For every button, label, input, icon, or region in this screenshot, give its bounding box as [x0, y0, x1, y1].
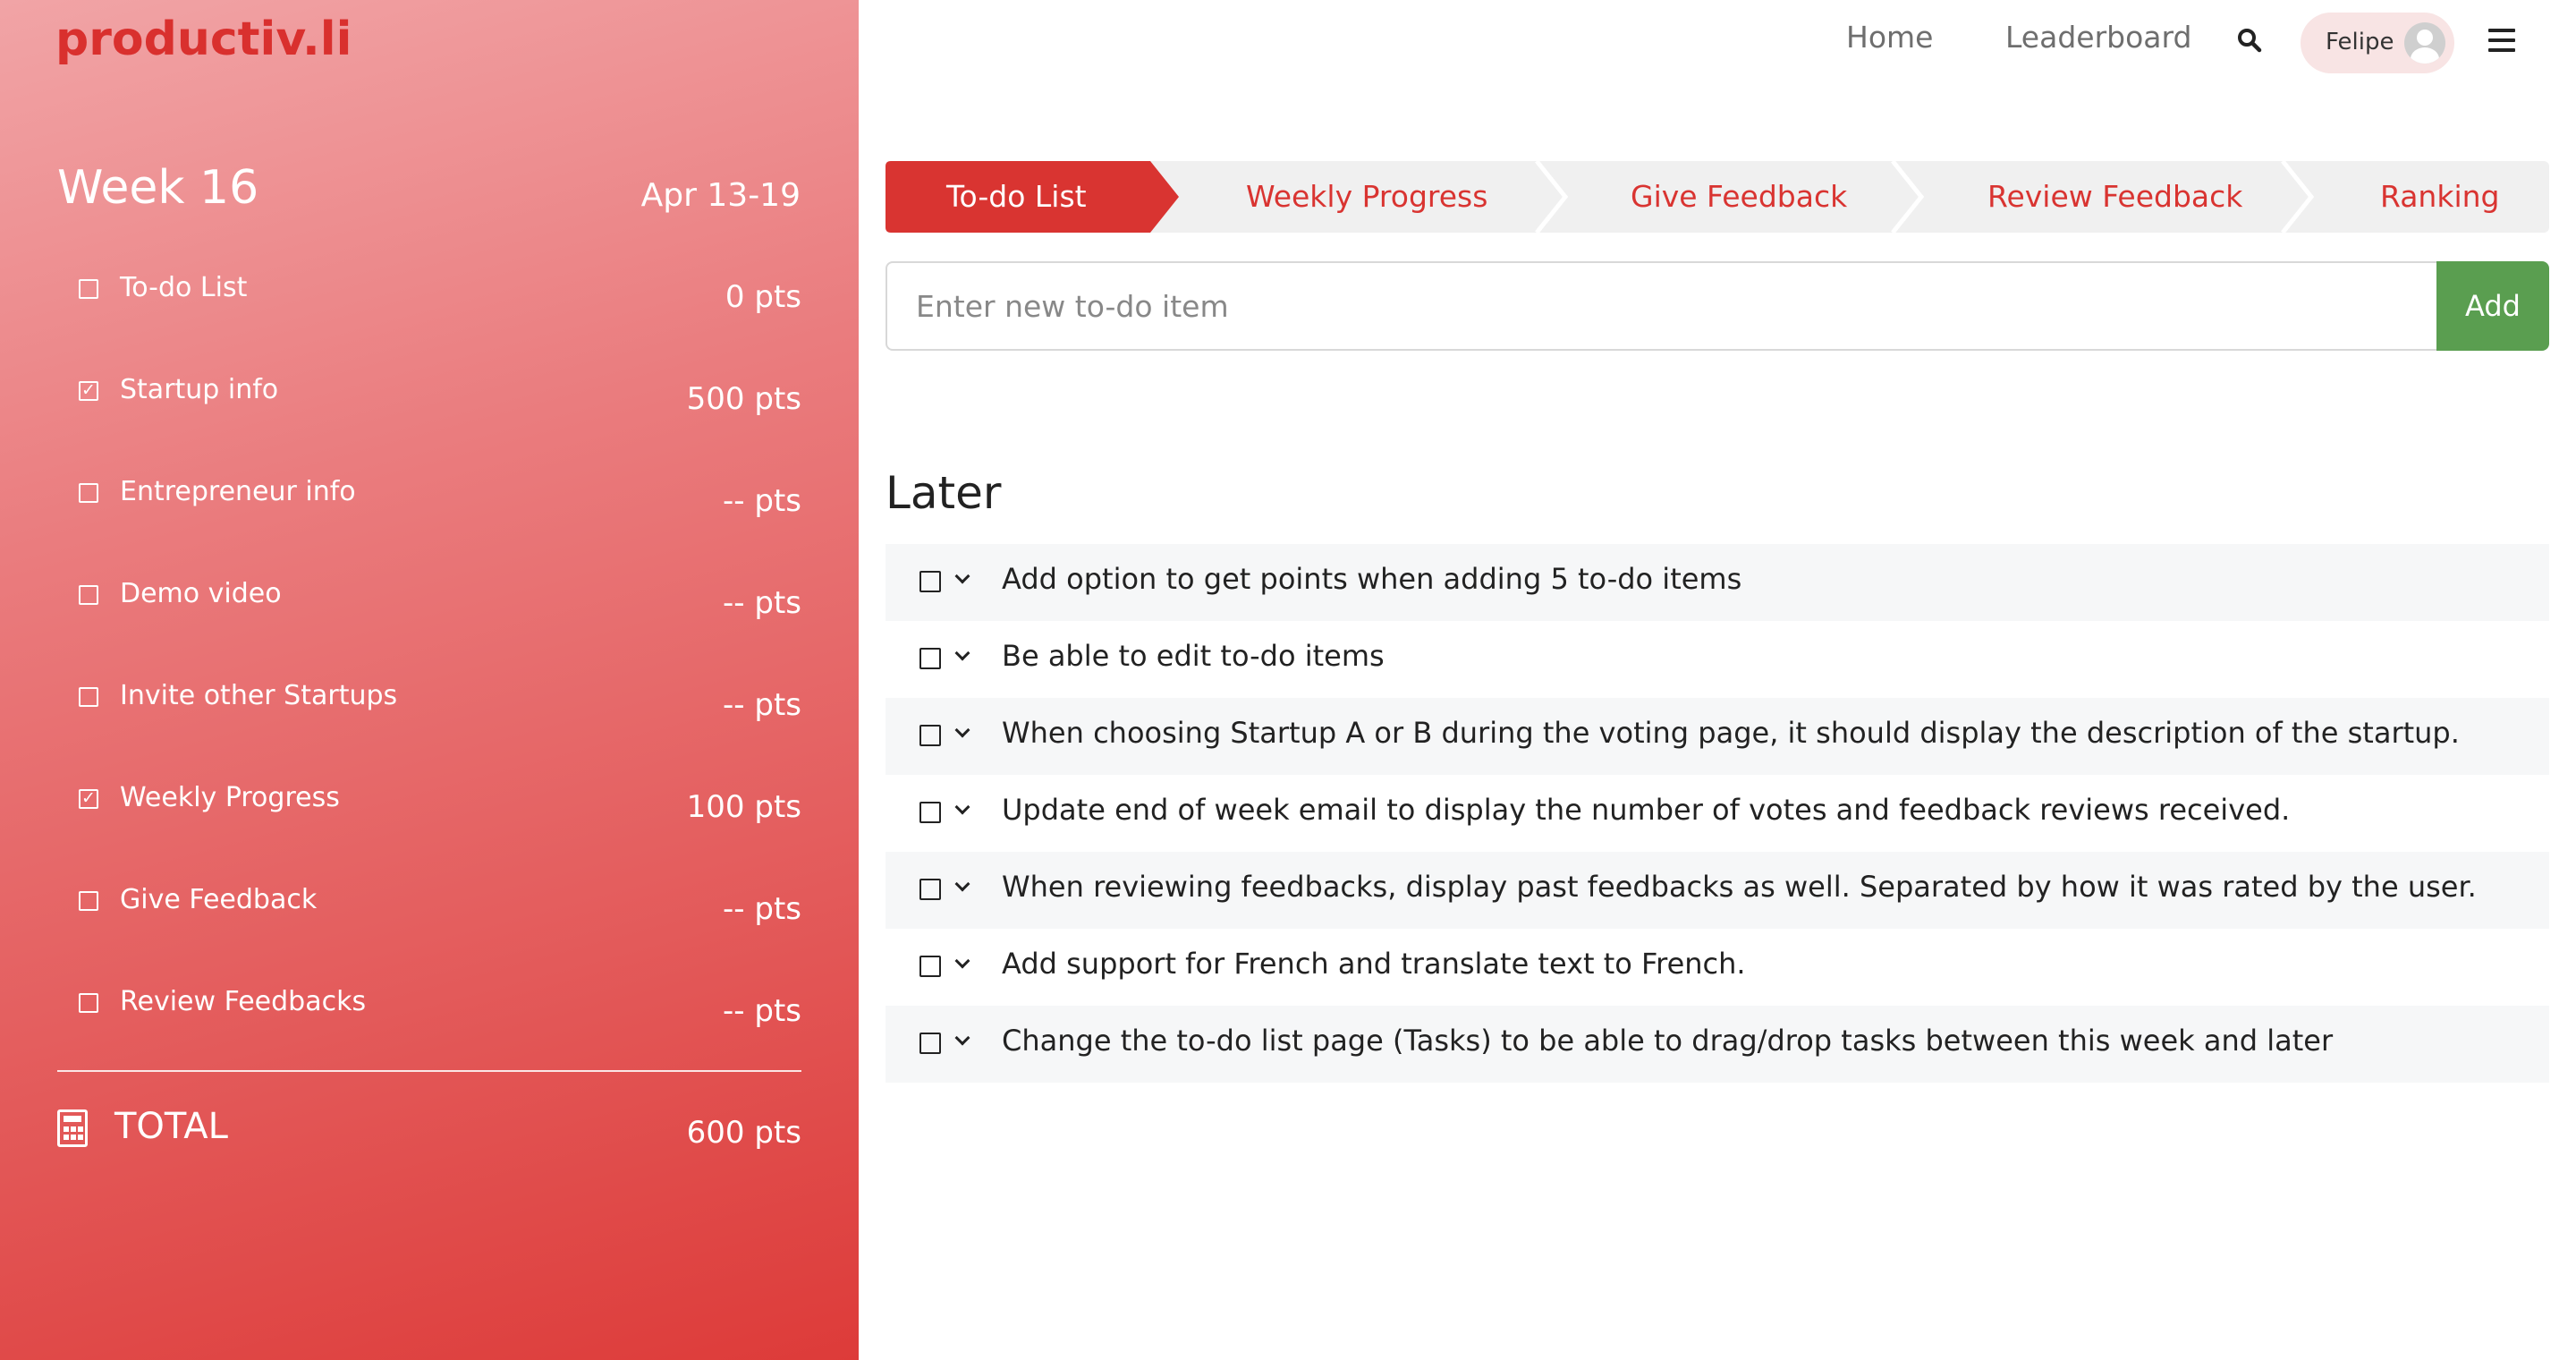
sidebar-divider	[57, 1070, 801, 1072]
task-label: To-do List	[120, 272, 248, 303]
sidebar-task-startup-info[interactable]	[57, 365, 801, 467]
later-section-title: Later	[886, 467, 1002, 519]
week-title: Week 16	[57, 161, 259, 215]
sidebar-task-give-feedback[interactable]	[57, 875, 801, 977]
sidebar-task-todo-list[interactable]	[57, 263, 801, 365]
todo-item	[886, 852, 2549, 929]
checkbox-icon[interactable]	[919, 1033, 941, 1054]
tab-ranking[interactable]: Ranking	[2380, 179, 2500, 214]
checkbox-icon[interactable]	[919, 879, 941, 900]
total-label: TOTAL	[114, 1106, 228, 1147]
app-logo[interactable]: productiv.li	[55, 13, 352, 66]
task-label: Weekly Progress	[120, 782, 340, 813]
todo-item	[886, 698, 2549, 775]
user-menu-button[interactable]	[2301, 13, 2454, 73]
checkbox-icon	[79, 279, 98, 299]
search-icon[interactable]	[2236, 27, 2263, 54]
task-points: -- pts	[723, 585, 801, 621]
todo-item-text: Update end of week email to display the number of votes and feedback reviews received.	[1002, 793, 2291, 827]
todo-item	[886, 544, 2549, 621]
task-list	[57, 263, 801, 1079]
nav-leaderboard-link[interactable]: Leaderboard	[2005, 20, 2192, 55]
checkbox-icon[interactable]	[919, 648, 941, 669]
chevron-down-icon[interactable]	[955, 723, 970, 738]
todo-item	[886, 775, 2549, 852]
task-points: 500 pts	[686, 381, 801, 417]
sidebar	[0, 0, 859, 1360]
task-label: Startup info	[120, 374, 279, 405]
tab-give-feedback[interactable]: Give Feedback	[1631, 179, 1848, 214]
new-todo-input[interactable]	[886, 261, 2438, 351]
sidebar-task-invite-startups[interactable]	[57, 671, 801, 773]
sidebar-task-review-feedbacks[interactable]	[57, 977, 801, 1079]
task-points: -- pts	[723, 483, 801, 519]
checkbox-icon[interactable]	[919, 802, 941, 823]
checkbox-icon	[79, 687, 98, 707]
task-points: 100 pts	[686, 789, 801, 825]
checkbox-icon[interactable]	[919, 956, 941, 977]
task-points: -- pts	[723, 891, 801, 927]
hamburger-menu-icon[interactable]	[2488, 29, 2515, 52]
task-label: Invite other Startups	[120, 680, 398, 711]
task-points: 0 pts	[724, 279, 801, 315]
todo-item-text: Be able to edit to-do items	[1002, 639, 1385, 673]
user-name: Felipe	[2326, 29, 2394, 55]
task-points: -- pts	[723, 687, 801, 723]
chevron-down-icon[interactable]	[955, 954, 970, 969]
chevron-down-icon[interactable]	[955, 877, 970, 892]
checkbox-icon	[79, 993, 98, 1013]
checkbox-icon	[79, 483, 98, 503]
checkbox-icon[interactable]	[919, 571, 941, 592]
total-points: 600 pts	[686, 1115, 801, 1151]
later-todo-list	[886, 544, 2549, 1083]
task-label: Give Feedback	[120, 884, 318, 915]
checkbox-icon[interactable]	[919, 725, 941, 746]
checkbox-icon	[79, 891, 98, 911]
tab-review-feedback[interactable]: Review Feedback	[1987, 179, 2243, 214]
checkbox-icon	[79, 585, 98, 605]
todo-item-text: When reviewing feedbacks, display past feedbacks as well. Separated by how it was rated by the user.	[1002, 870, 2477, 904]
chevron-down-icon[interactable]	[955, 1031, 970, 1046]
avatar	[2404, 22, 2445, 64]
todo-item	[886, 621, 2549, 698]
checked-checkbox-icon: ✓	[79, 381, 98, 401]
checked-checkbox-icon: ✓	[79, 789, 98, 809]
task-label: Entrepreneur info	[120, 476, 356, 507]
progress-steps	[886, 161, 2549, 233]
chevron-down-icon[interactable]	[955, 800, 970, 815]
chevron-down-icon[interactable]	[955, 569, 970, 584]
task-label: Demo video	[120, 578, 282, 609]
todo-item-text: When choosing Startup A or B during the voting page, it should display the description of the startup.	[1002, 716, 2460, 750]
add-todo-button[interactable]: Add	[2436, 261, 2549, 351]
sidebar-task-weekly-progress[interactable]	[57, 773, 801, 875]
todo-item-text: Change the to-do list page (Tasks) to be able to drag/drop tasks between this week and later	[1002, 1024, 2334, 1058]
tab-todo-list[interactable]: To-do List	[946, 179, 1087, 214]
nav-home-link[interactable]: Home	[1846, 20, 1934, 55]
calculator-icon	[57, 1109, 88, 1147]
chevron-down-icon[interactable]	[955, 646, 970, 661]
week-date-range: Apr 13-19	[640, 177, 801, 214]
todo-item-text: Add support for French and translate text to French.	[1002, 947, 1746, 981]
task-points: -- pts	[723, 993, 801, 1029]
todo-item	[886, 1006, 2549, 1083]
todo-item-text: Add option to get points when adding 5 to-do items	[1002, 562, 1742, 596]
sidebar-task-demo-video[interactable]	[57, 569, 801, 671]
task-label: Review Feedbacks	[120, 986, 367, 1017]
todo-item	[886, 929, 2549, 1006]
sidebar-task-entrepreneur-info[interactable]	[57, 467, 801, 569]
tab-weekly-progress[interactable]: Weekly Progress	[1246, 179, 1488, 214]
